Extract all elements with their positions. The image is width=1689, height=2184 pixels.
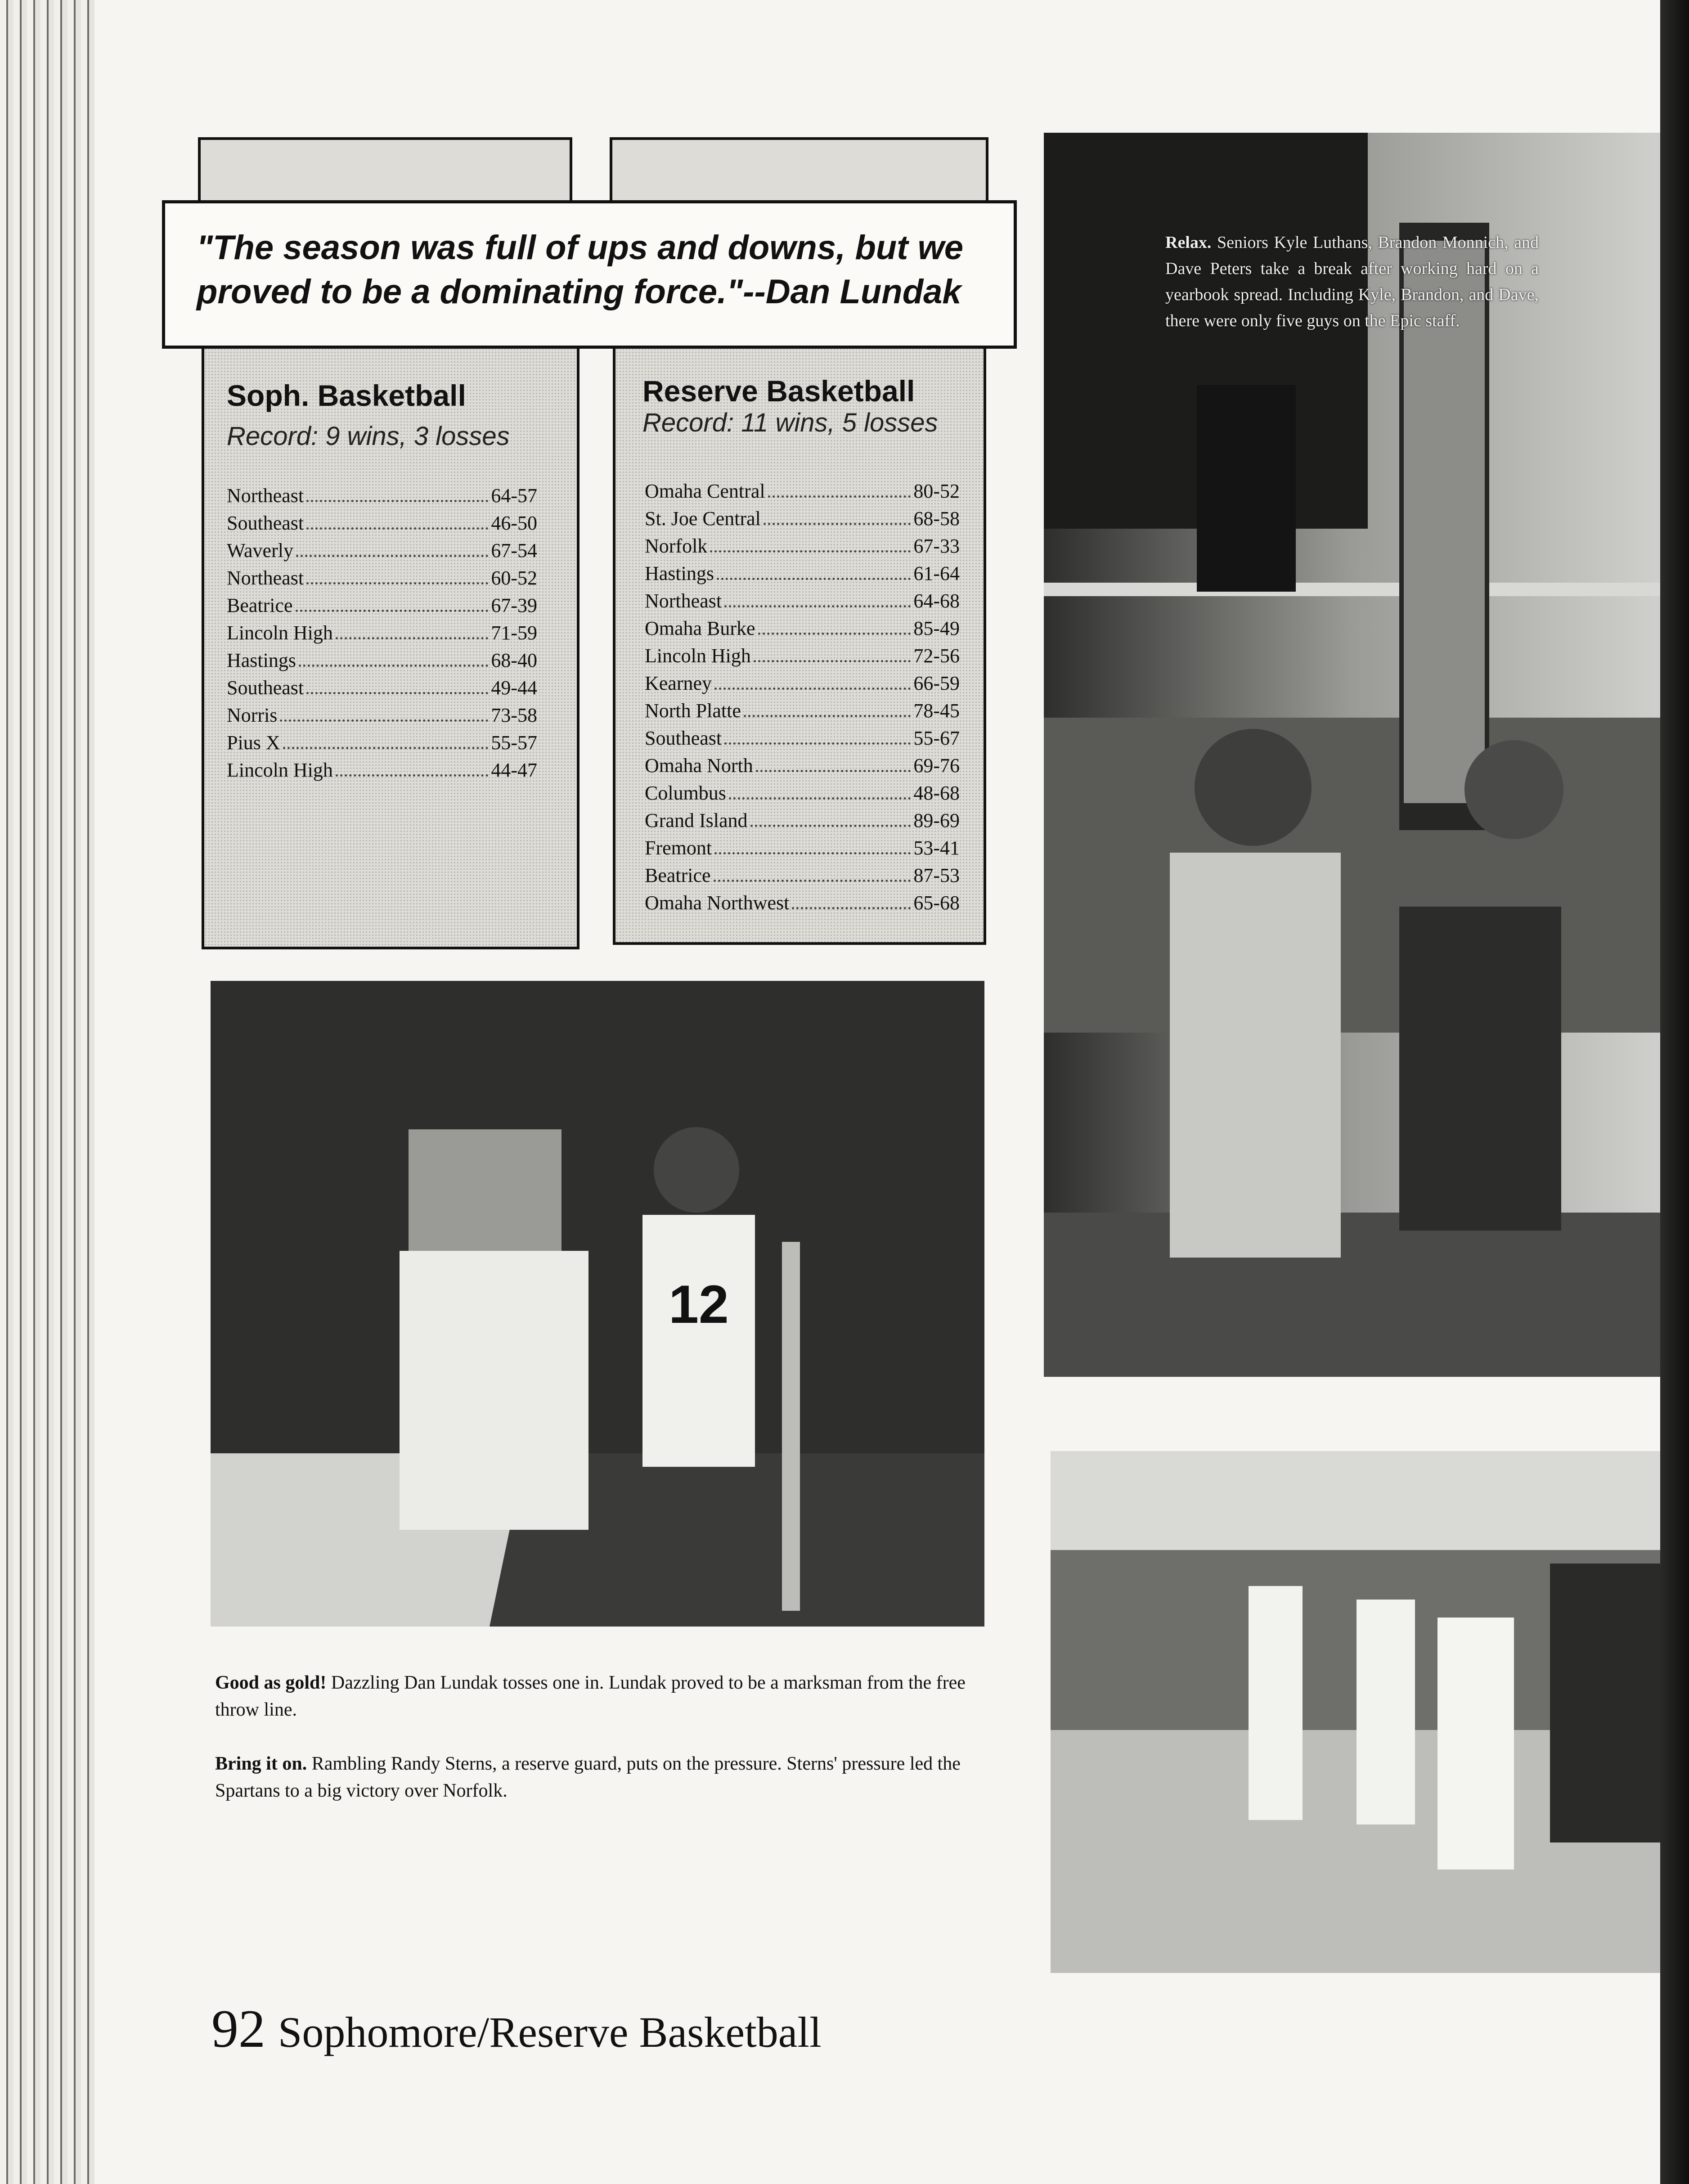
dot-leader (714, 852, 911, 854)
soph-game-row (227, 731, 537, 759)
pull-quote: "The season was full of ups and downs, but we proved to be a dominating force."--Dan Lundak (162, 200, 1017, 349)
dot-leader (306, 527, 488, 530)
dot-leader (756, 770, 911, 772)
dot-leader (754, 660, 911, 662)
pressure-photo-art (1051, 1451, 1660, 1973)
soph-game-opponent: Northeast (227, 567, 304, 589)
dot-leader (306, 692, 488, 694)
dot-leader (744, 715, 911, 717)
soph-game-row (227, 484, 537, 512)
facing-page-edge (1660, 0, 1689, 2184)
soph-title: Soph. Basketball (227, 379, 466, 412)
dot-leader (792, 907, 911, 909)
reserve-game-row (645, 562, 960, 589)
reserve-box-top-tab (610, 137, 988, 210)
soph-game-row (227, 594, 537, 621)
soph-game-row (227, 566, 537, 594)
soph-game-score: 67-54 (491, 539, 537, 562)
free-throw-photo (211, 981, 984, 1627)
soph-game-score: 49-44 (491, 677, 537, 699)
dot-leader (299, 665, 488, 667)
soph-game-score: 64-57 (491, 485, 537, 507)
reserve-game-row (645, 891, 960, 919)
soph-game-score: 67-39 (491, 594, 537, 616)
soph-game-score: 55-57 (491, 732, 537, 754)
reserve-game-row (645, 699, 960, 727)
dot-leader (750, 825, 911, 827)
soph-game-score: 73-58 (491, 704, 537, 726)
reserve-game-opponent: Fremont (645, 837, 712, 859)
dot-leader (768, 495, 911, 498)
dot-leader (729, 797, 911, 800)
soph-game-row (227, 704, 537, 731)
soph-game-score: 60-52 (491, 567, 537, 589)
reserve-game-opponent: Omaha Central (645, 480, 765, 502)
page-number: 92 (211, 1999, 265, 2058)
soph-game-opponent: Beatrice (227, 594, 293, 616)
dot-leader (306, 500, 488, 502)
defender-figure (1550, 1564, 1660, 1842)
reserve-game-opponent: St. Joe Central (645, 508, 761, 530)
soph-record: Record: 9 wins, 3 losses (227, 422, 510, 451)
reserve-game-row (645, 672, 960, 699)
camera-operator-silhouette (1197, 385, 1296, 592)
soph-stats-box (202, 342, 579, 949)
reserve-game-score: 89-69 (913, 809, 960, 831)
reserve-game-opponent: Hastings (645, 562, 714, 584)
soph-game-opponent: Waverly (227, 539, 293, 562)
reserve-games-list (645, 480, 960, 919)
reserve-game-score: 78-45 (913, 700, 960, 722)
player-10-figure (1437, 1618, 1514, 1869)
relax-caption-lead: Relax. (1165, 233, 1212, 252)
dot-leader (296, 610, 489, 612)
dot-leader (764, 523, 911, 525)
soph-game-row (227, 621, 537, 649)
reserve-game-row (645, 617, 960, 644)
reserve-game-opponent: North Platte (645, 700, 741, 722)
dot-leader (714, 688, 911, 690)
soph-games-list (227, 484, 537, 786)
bring-caption-text: Rambling Randy Sterns, a reserve guard, puts on the pressure. Sterns' pressure led the Spartans to a big victory over Norfolk. (215, 1753, 961, 1801)
reserve-game-score: 64-68 (913, 590, 960, 612)
reserve-game-score: 85-49 (913, 617, 960, 639)
reserve-record: Record: 11 wins, 5 losses (642, 408, 938, 437)
soph-game-opponent: Lincoln High (227, 759, 333, 781)
reserve-game-row (645, 507, 960, 535)
reserve-game-opponent: Lincoln High (645, 645, 751, 667)
opponent-player-figure (1399, 907, 1561, 1231)
reserve-game-row (645, 480, 960, 507)
soph-game-row (227, 649, 537, 676)
reserve-game-opponent: Kearney (645, 672, 712, 694)
soph-game-row (227, 759, 537, 786)
soph-game-score: 46-50 (491, 512, 537, 534)
reserve-game-row (645, 836, 960, 864)
reserve-game-opponent: Norfolk (645, 535, 708, 557)
dot-leader (724, 605, 911, 607)
dot-leader (283, 747, 489, 749)
soph-game-opponent: Norris (227, 704, 278, 726)
reserve-game-score: 48-68 (913, 782, 960, 804)
reserve-game-score: 80-52 (913, 480, 960, 502)
gold-caption-lead: Good as gold! (215, 1672, 327, 1693)
page-footer (211, 1998, 822, 2060)
soph-game-row (227, 512, 537, 539)
reserve-game-row (645, 535, 960, 562)
court-post (782, 1242, 800, 1611)
dot-leader (724, 742, 911, 745)
reserve-game-opponent: Beatrice (645, 864, 711, 886)
gold-caption (215, 1669, 1011, 1723)
relax-caption (1165, 229, 1539, 334)
reserve-game-score: 87-53 (913, 864, 960, 886)
reserve-game-score: 68-58 (913, 508, 960, 530)
reserve-game-opponent: Omaha Burke (645, 617, 755, 639)
reserve-game-opponent: Columbus (645, 782, 726, 804)
jersey-number-12: 12 (669, 1274, 729, 1335)
player-34-figure (1170, 853, 1341, 1258)
soph-game-opponent: Northeast (227, 485, 304, 507)
dot-leader (758, 633, 911, 635)
reserve-title: Reserve Basketball (642, 374, 915, 408)
bring-caption (215, 1750, 1011, 1804)
soph-box-top-tab (198, 137, 572, 210)
dot-leader (336, 637, 488, 639)
soph-game-score: 44-47 (491, 759, 537, 781)
reserve-game-score: 53-41 (913, 837, 960, 859)
soph-game-row (227, 676, 537, 704)
reserve-game-opponent: Grand Island (645, 809, 748, 831)
relax-caption-text: Seniors Kyle Luthans, Brandon Monnich, and Dave Peters take a break after working hard on a yearbook spread. Including Kyle, Brandon, and Dave, there were only five guys on the Epic staff. (1165, 233, 1539, 330)
reserve-game-row (645, 589, 960, 617)
soph-game-opponent: Southeast (227, 512, 304, 534)
soph-game-row (227, 539, 537, 566)
reserve-game-row (645, 727, 960, 754)
soph-game-opponent: Pius X (227, 732, 280, 754)
reserve-game-opponent: Northeast (645, 590, 722, 612)
reserve-game-row (645, 782, 960, 809)
reserve-game-row (645, 864, 960, 891)
dot-leader (296, 555, 488, 557)
reserve-game-score: 72-56 (913, 645, 960, 667)
bring-caption-lead: Bring it on. (215, 1753, 307, 1774)
reserve-game-opponent: Omaha North (645, 755, 753, 777)
reserve-game-opponent: Omaha Northwest (645, 892, 790, 914)
reserve-stats-box (613, 342, 986, 945)
dot-leader (714, 880, 911, 882)
dot-leader (280, 719, 488, 722)
dot-leader (336, 774, 488, 777)
reserve-game-row (645, 809, 960, 836)
gold-caption-text: Dazzling Dan Lundak tosses one in. Lundak proved to be a marksman from the free throw line. (215, 1672, 966, 1720)
dot-leader (306, 582, 488, 584)
reserve-game-score: 66-59 (913, 672, 960, 694)
reserve-game-row (645, 754, 960, 782)
bleachers-crowd (211, 981, 984, 1453)
soph-game-score: 71-59 (491, 622, 537, 644)
reserve-game-score: 67-33 (913, 535, 960, 557)
dot-leader (717, 578, 911, 580)
pressure-photo (1051, 1451, 1660, 1973)
reserve-game-score: 65-68 (913, 892, 960, 914)
reserve-game-score: 61-64 (913, 562, 960, 584)
soph-game-opponent: Southeast (227, 677, 304, 699)
free-throw-photo-art (211, 981, 984, 1627)
soph-game-opponent: Lincoln High (227, 622, 333, 644)
reserve-game-score: 69-76 (913, 755, 960, 777)
player-12-figure (400, 1251, 588, 1530)
reserve-game-score: 55-67 (913, 727, 960, 749)
dot-leader (710, 550, 911, 553)
section-title: Sophomore/Reserve Basketball (278, 2008, 822, 2056)
reserve-game-row (645, 644, 960, 672)
book-binding (0, 0, 94, 2184)
soph-game-opponent: Hastings (227, 649, 296, 671)
reserve-game-opponent: Southeast (645, 727, 722, 749)
soph-game-score: 68-40 (491, 649, 537, 671)
